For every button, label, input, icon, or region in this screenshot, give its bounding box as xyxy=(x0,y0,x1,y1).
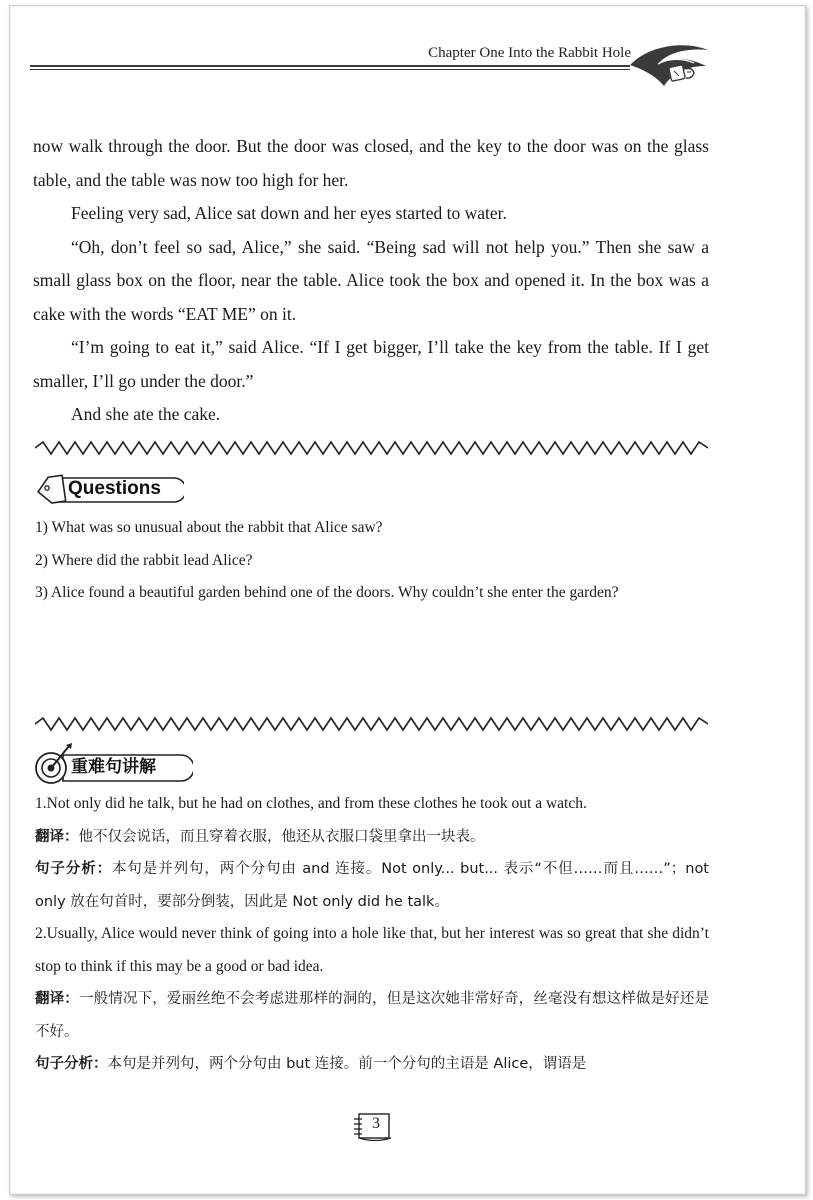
translation-label: 翻译： xyxy=(35,991,79,1007)
note-sentence: 2.Usually, Alice would never think of going into a hole like that, but her interest was so great that she didn’t stop to think if this may be a good or bad idea. xyxy=(35,925,709,975)
question-item: 1) What was so unusual about the rabbit that Alice saw? xyxy=(35,519,383,536)
header-rule xyxy=(30,65,630,67)
chapter-header-title: Chapter One Into the Rabbit Hole xyxy=(428,45,631,61)
questions-title: Questions xyxy=(68,478,161,499)
analysis-label: 句子分析： xyxy=(35,861,112,877)
notes-section xyxy=(35,788,709,1081)
translation-text: 他不仅会说话，而且穿着衣服，他还从衣服口袋里拿出一块表。 xyxy=(78,828,485,845)
story-paragraph: “Oh, don’t feel so sad, Alice,” she said. “Being sad will not help you.” Then she saw a small glass box on the floor, near the table. Alice took the box and opened it. In the box was a cake with the words “EAT ME” on it. xyxy=(33,236,709,324)
question-item: 3) Alice found a beautiful garden behind one of the doors. Why couldn’t she enter the garden? xyxy=(35,584,619,601)
page-number: 3 xyxy=(372,1115,380,1132)
notes-title: 重难句讲解 xyxy=(71,757,156,777)
story-text xyxy=(33,130,709,432)
story-paragraph: “I’m going to eat it,” said Alice. “If I get bigger, I’ll take the key from the table. If I get smaller, I’ll go under the door.” xyxy=(33,337,709,391)
analysis-label: 句子分析： xyxy=(35,1056,108,1072)
story-paragraph: And she ate the cake. xyxy=(71,404,221,424)
questions-list xyxy=(35,512,707,610)
analysis-text: 本句是并列句，两个分句由 and 连接。Not only... but... 表示“不但……而且……”；not only 放在句首时，要部分倒装，因此是 Not only did he talk。 xyxy=(35,861,709,910)
analysis-text: 本句是并列句，两个分句由 but 连接。前一个分句的主语是 Alice，谓语是 xyxy=(107,1056,587,1072)
story-paragraph: Feeling very sad, Alice sat down and her eyes started to water. xyxy=(71,203,507,223)
wave-divider xyxy=(35,438,708,458)
header-rule-thin xyxy=(30,69,630,70)
wave-divider xyxy=(35,714,708,734)
page-number-badge xyxy=(351,1112,393,1142)
translation-text: 一般情况下，爱丽丝绝不会考虑进那样的洞的，但是这次她非常好奇，丝毫没有想这样做是好还是不好。 xyxy=(35,991,709,1040)
translation-label: 翻译： xyxy=(35,828,79,845)
teacup-decoration-icon xyxy=(628,36,712,96)
note-sentence: 1.Not only did he talk, but he had on clothes, and from these clothes he took out a watch. xyxy=(35,795,587,812)
story-paragraph: now walk through the door. But the door was closed, and the key to the door was on the glass table, and the table was now too high for her. xyxy=(33,136,709,190)
question-item: 2) Where did the rabbit lead Alice? xyxy=(35,551,253,569)
